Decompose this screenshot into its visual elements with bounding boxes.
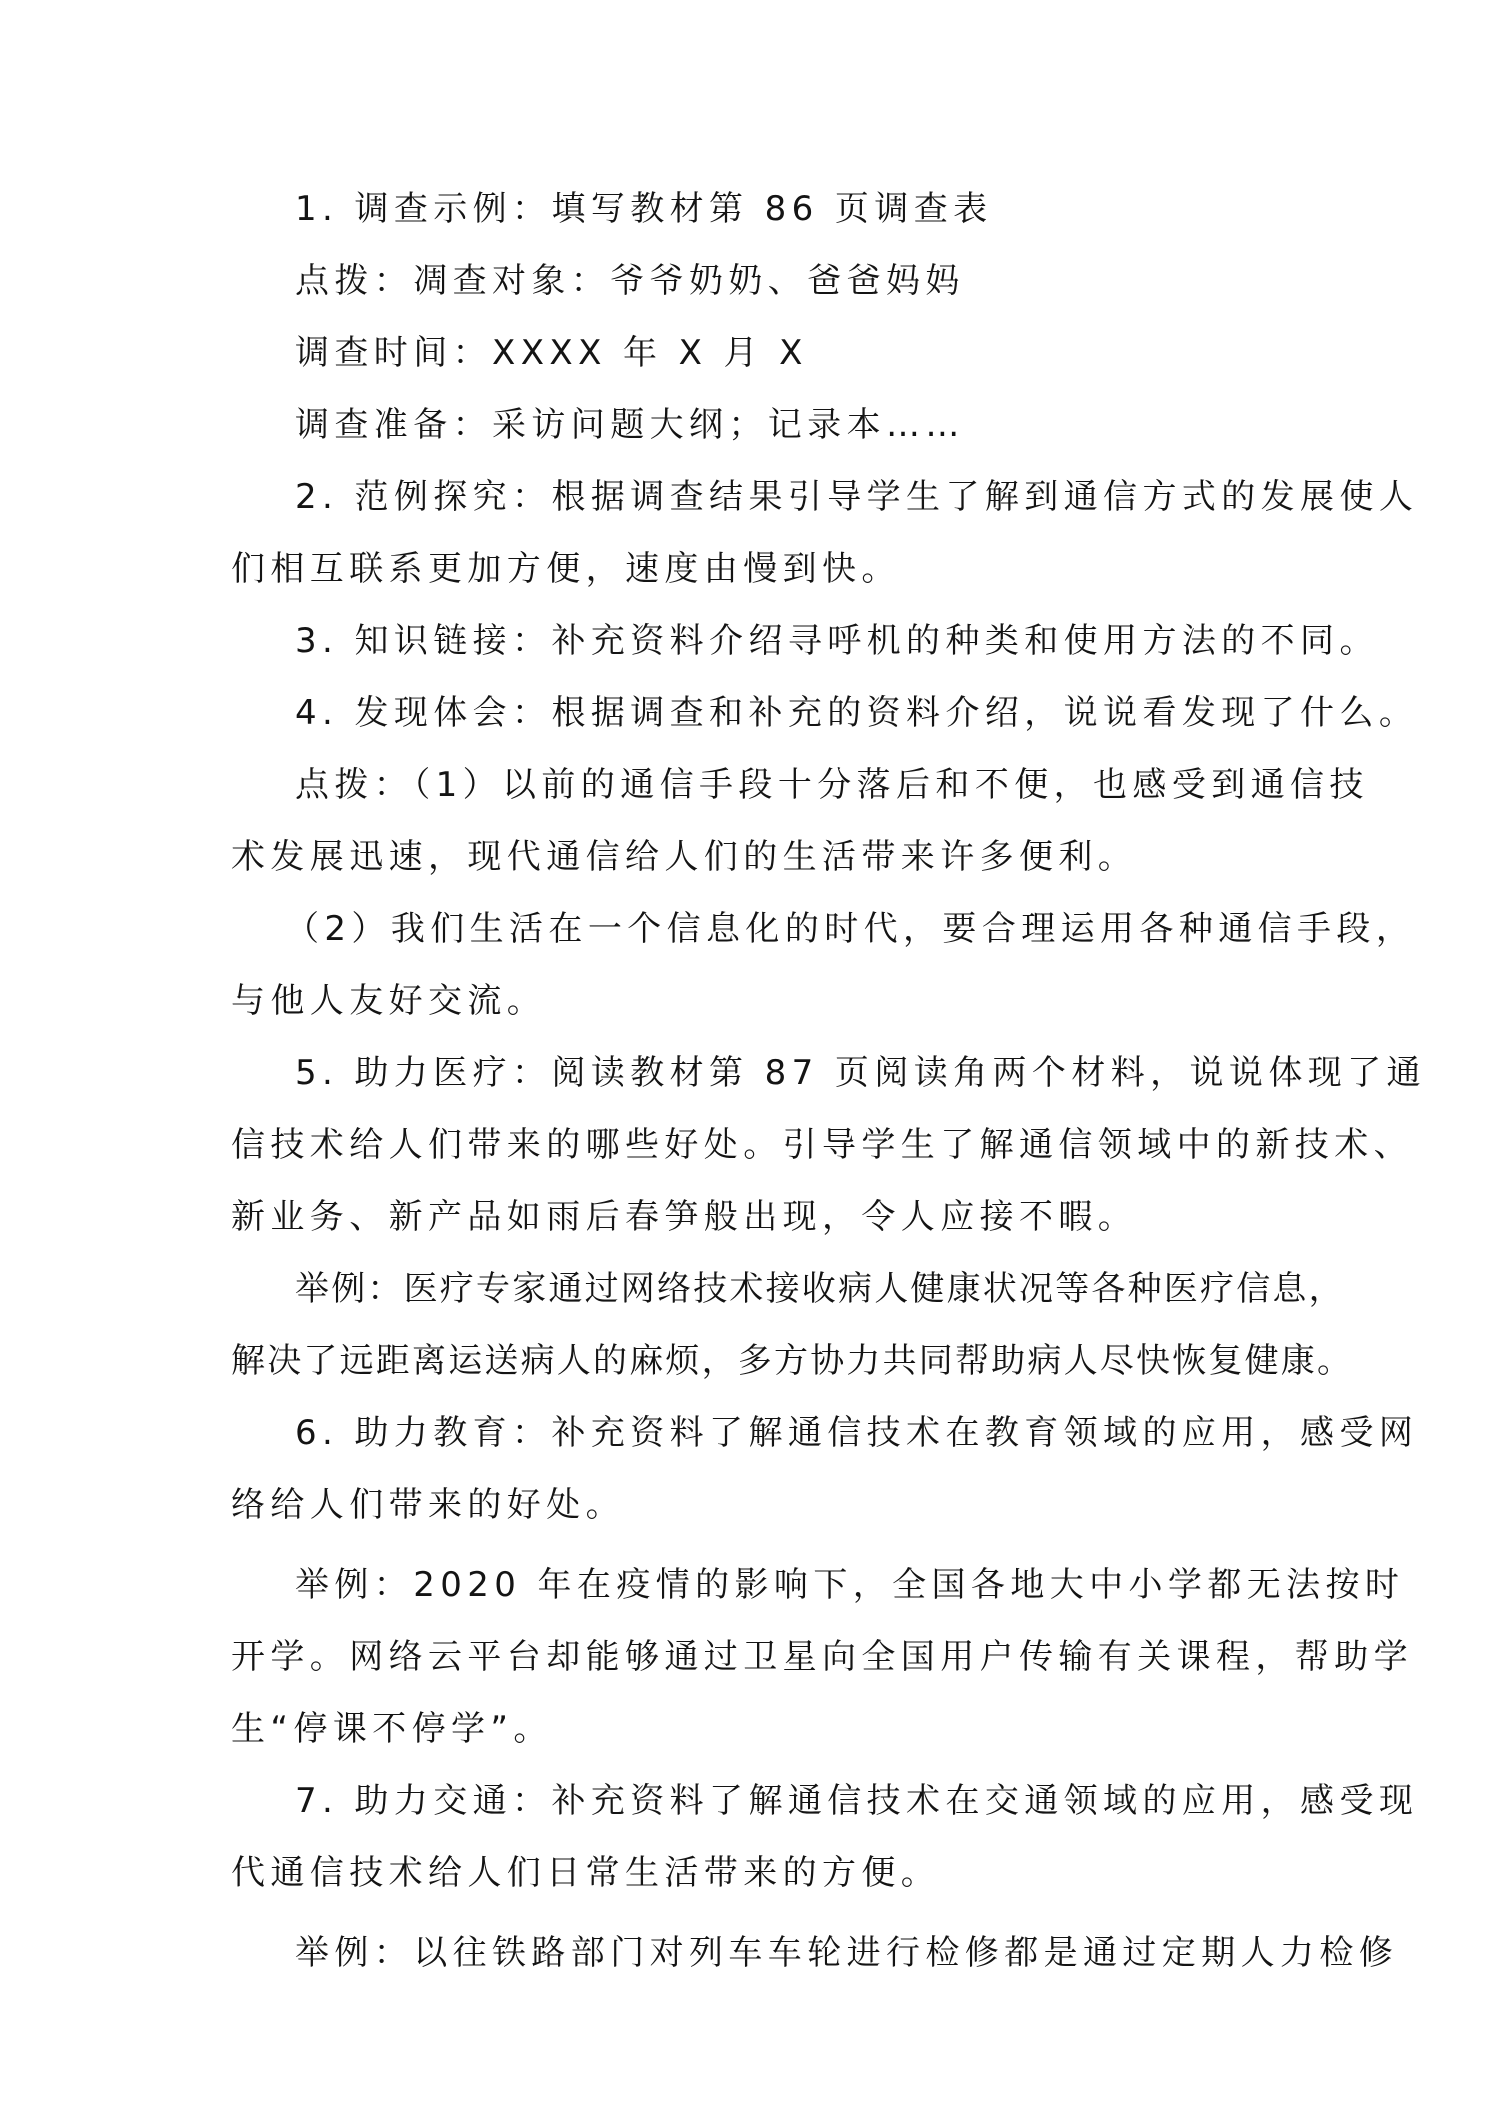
- paragraph-line: 解决了远距离运送病人的麻烦，多方协力共同帮助病人尽快恢复健康。: [231, 1341, 1354, 1381]
- paragraph-line: 术发展迅速，现代通信给人们的生活带来许多便利。: [231, 837, 1138, 877]
- paragraph-line: 点拨：凋查对象：爷爷奶奶、爸爸妈妈: [295, 261, 965, 301]
- paragraph-line: 4. 发现体会：根据调查和补充的资料介绍，说说看发现了什么。: [295, 693, 1419, 733]
- paragraph-line: 3. 知识链接：补充资料介绍寻呼机的种类和使用方法的不同。: [295, 621, 1379, 661]
- paragraph-line: 调查时间：XXXX 年 X 月 X: [295, 333, 808, 373]
- document-body: [231, 173, 1426, 1989]
- paragraph-line: 络给人们带来的好处。: [231, 1485, 625, 1525]
- paragraph-line: 与他人友好交流。: [231, 981, 547, 1021]
- paragraph-line: 们相互联系更加方便，速度由慢到快。: [231, 549, 901, 589]
- paragraph-line: 举例：2020 年在疫情的影响下，全国各地大中小学都无法按时: [295, 1565, 1405, 1605]
- paragraph-line: 代通信技术给人们日常生活带来的方便。: [231, 1853, 941, 1893]
- paragraph-line: 2. 范例探究：根据调查结果引导学生了解到通信方式的发展使人: [295, 477, 1419, 517]
- paragraph-line: 6. 助力教育：补充资料了解通信技术在教育领域的应用，感受网: [295, 1413, 1419, 1453]
- paragraph-line: 举例：医疗专家通过网络技术接收病人健康状况等各种医疗信息，: [295, 1269, 1345, 1309]
- paragraph-line: 新业务、新产品如雨后春笋般出现，令人应接不暇。: [231, 1197, 1138, 1237]
- paragraph-line: 生“停课不停学”。: [231, 1709, 553, 1749]
- paragraph-line: 点拨：（1）以前的通信手段十分落后和不便，也感受到通信技: [295, 765, 1369, 805]
- paragraph-line: 7. 助力交通：补充资料了解通信技术在交通领域的应用，感受现: [295, 1781, 1419, 1821]
- paragraph-line: 信技术给人们带来的哪些好处。引导学生了解通信领域中的新技术、: [231, 1125, 1413, 1165]
- paragraph-line: 调查准备：采访问题大纲；记录本……: [295, 405, 965, 445]
- paragraph-line: （2）我们生活在一个信息化的时代，要合理运用各种通信手段，: [285, 909, 1416, 949]
- paragraph-line: 5. 助力医疗：阅读教材第 87 页阅读角两个材料，说说体现了通: [295, 1053, 1426, 1093]
- paragraph-line: 开学。网络云平台却能够通过卫星向全国用户传输有关课程，帮助学: [231, 1637, 1413, 1677]
- paragraph-line: 举例：以往铁路部门对列车车轮进行检修都是通过定期人力检修: [295, 1933, 1399, 1973]
- paragraph-line: 1. 调查示例：填写教材第 86 页调查表: [295, 189, 993, 229]
